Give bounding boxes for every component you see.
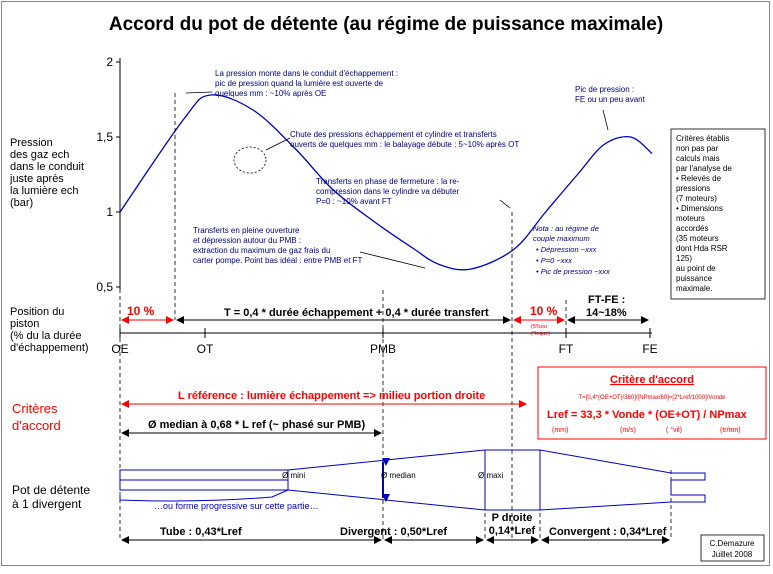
side-box-line: Critères établis [676, 134, 730, 143]
unit: (tr/mn) [720, 427, 741, 434]
criteres-label: Critères [12, 401, 58, 416]
diameter-median-label: Ø median [381, 471, 416, 480]
author-date: Juillet 2008 [711, 550, 753, 559]
side-box-line: accordés [676, 224, 709, 233]
ylabel-line: (bar) [10, 197, 34, 209]
side-box-line: non pas par [676, 144, 719, 153]
outer-frame [1, 1, 770, 566]
side-box-line: maximale. [676, 284, 713, 293]
y-tick-label: 2 [106, 55, 113, 69]
annotation-a2: Chute des pressions échappement et cylindre et transferts [290, 130, 497, 139]
criteria-box-formula: T=[0,4*(OE+OT)/360]/[NPmax/60]=[2*Lref/1000]/Vonde [578, 395, 726, 401]
ylabel-line: la lumière ech [10, 185, 79, 197]
pdroite-label: P droite [491, 512, 533, 524]
position-label-line: Position du [10, 306, 65, 318]
annotation-a3: P=0 : ~10% avant FT [316, 197, 392, 206]
small-note: (*leque) [531, 331, 551, 337]
ftfe-value: 14~18% [586, 307, 627, 319]
convergent-length: Convergent : 0,34*Lref [549, 526, 667, 538]
progressive-note: …ou forme progressive sur cette partie… [154, 501, 319, 511]
annotation-a3: Transferts en phase de fermeture : la re- [316, 177, 460, 186]
pdroite-length: 0,14*Lref [488, 525, 536, 537]
annotation-a5: Transferts en pleine ouverture [193, 226, 300, 235]
side-box-line: par l'analyse de [676, 164, 732, 173]
side-box-line: (35 moteurs [676, 234, 719, 243]
side-box-line: • Dimensions [676, 204, 723, 213]
side-box-line: calculs mais [676, 154, 720, 163]
diameter-mini-label: Ø mini [282, 471, 306, 480]
piston-tick-label: FE [642, 342, 658, 356]
y-tick-label: 1,5 [96, 130, 113, 144]
side-box-line: 125) [676, 254, 693, 263]
side-box-line: moteurs [676, 214, 705, 223]
annotation-a5: extraction du maximum de gaz frais du [193, 246, 331, 255]
percent-oe: 10 % [127, 304, 155, 318]
annotation-a4: Pic de pression : [575, 85, 635, 94]
criteria-box-title: Critère d'accord [610, 374, 694, 386]
nota-line: Nota : au régime de [533, 224, 599, 233]
side-box-line: • Relevés de [676, 174, 722, 183]
annotation-a2: ouverts de quelques mm : le balayage débute : 5~10% après OT [290, 140, 520, 149]
annotation-a4: FE ou un peu avant [575, 95, 645, 104]
nota-line: • Pic de pression ~xxx [536, 267, 610, 276]
unit: (mm) [552, 427, 569, 434]
author-name: C.Demazure [709, 539, 755, 548]
side-box-line: au point de [676, 264, 716, 273]
piston-tick-label: OT [196, 342, 214, 356]
nota-line: • Dépression ~xxx [536, 245, 597, 254]
pot-label: à 1 divergent [12, 497, 82, 511]
annotation-a5: carter pompe. Point bas idéal : entre PMB et FT [193, 256, 363, 265]
ylabel-line: juste après [10, 173, 64, 185]
side-box-line: dont Hda RSR [676, 244, 728, 253]
page-title: Accord du pot de détente (au régime de puissance maximale) [108, 14, 664, 35]
position-label-line: d'échappement) [10, 342, 89, 354]
tube-length: Tube : 0,43*Lref [160, 526, 242, 538]
median-text: Ø median à 0,68 * L ref (~ phasé sur PMB) [148, 419, 366, 431]
criteria-box-lref: Lref = 33,3 * Vonde * (OE+OT) / NPmax [547, 409, 747, 421]
ftfe-label: FT-FE : [588, 294, 626, 306]
y-tick-label: 0,5 [96, 280, 113, 294]
pot-label: Pot de détente [12, 483, 91, 497]
side-box-line: puissance [676, 274, 713, 283]
piston-tick-label: FT [558, 342, 574, 356]
annotation-a1: La pression monte dans le conduit d'échappement : [215, 69, 398, 78]
unit: ( °vil) [666, 427, 683, 434]
nota-line: couple maximum [533, 234, 590, 243]
nota-line: • P=0 ~xxx [536, 256, 572, 265]
percent-ft: 10 % [530, 304, 558, 318]
small-note: (5%ou [531, 324, 547, 330]
side-box-line: pressions [676, 184, 711, 193]
piston-tick-label: PMB [369, 342, 397, 356]
criteres-label: d'accord [12, 418, 61, 433]
annotation-a1: pic de pression quand la lumière est ouverte de [215, 79, 384, 88]
unit: (m/s) [620, 427, 636, 434]
ylabel-line: dans le conduit [10, 161, 84, 173]
ylabel-line: des gaz ech [10, 149, 70, 161]
duration-formula: T = 0,4 * durée échappement + 0,4 * durée transfert [224, 307, 489, 319]
annotation-a1: quelques mm : ~10% après OE [215, 89, 327, 98]
position-label-line: (% du la durée [10, 330, 82, 342]
piston-tick-label: OE [111, 342, 129, 356]
divergent-length: Divergent : 0,50*Lref [340, 526, 447, 538]
position-label-line: piston [10, 318, 40, 330]
y-tick-label: 1 [106, 205, 113, 219]
diameter-maxi-label: Ø maxi [478, 471, 504, 480]
annotation-a3: compression dans le cylindre va débuter [316, 187, 460, 196]
annotation-a5: et dépression autour du PMB : [193, 236, 302, 245]
lref-text: L référence : lumière échappement => milieu portion droite [178, 390, 486, 402]
ylabel-line: Pression [10, 137, 53, 149]
side-box-line: (7 moteurs) [676, 194, 717, 203]
